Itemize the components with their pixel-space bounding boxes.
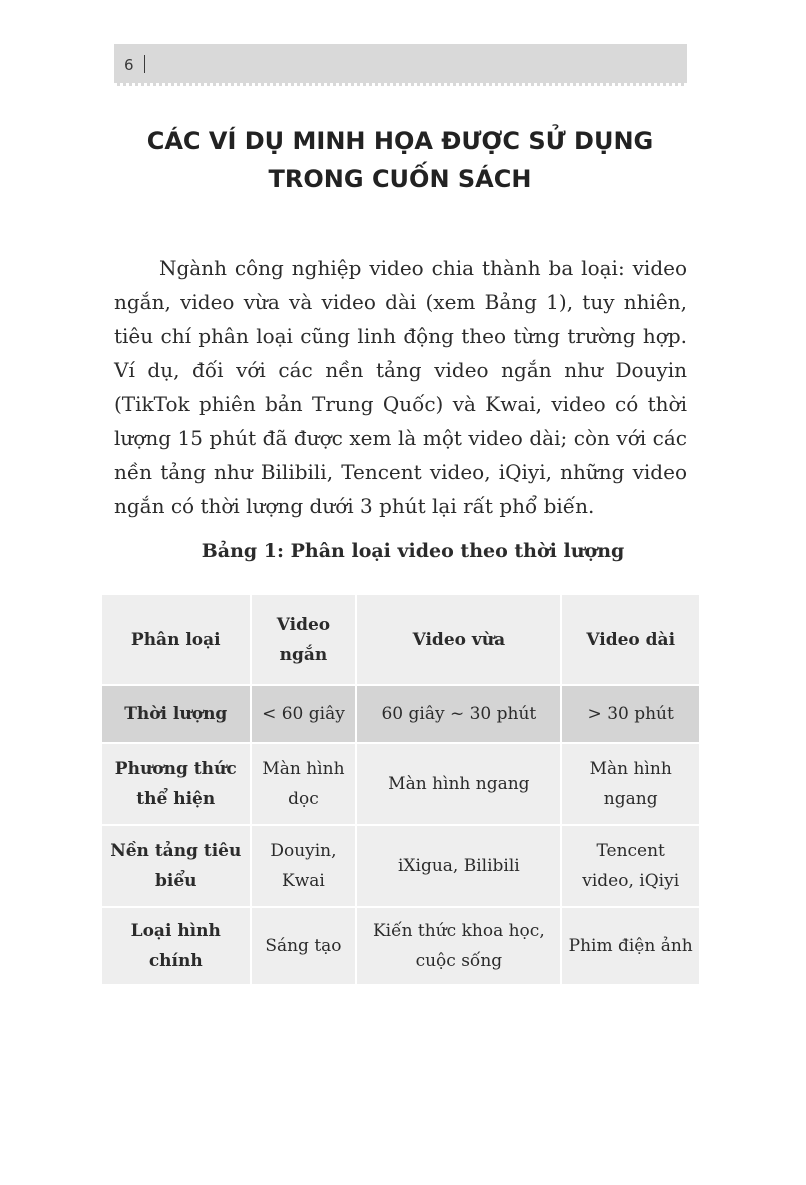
row-label-cell: Loại hình chính	[101, 907, 251, 985]
paragraph-line: Ngành công nghiệp video chia thành ba loại: video	[159, 256, 687, 280]
paragraph-line: ngắn, video vừa và video dài (xem Bảng 1), tuy nhiên,	[114, 290, 687, 314]
table-cell: iXigua, Bilibili	[356, 825, 561, 907]
row-label-cell: Phương thức thể hiện	[101, 743, 251, 825]
table-cell: Phim điện ảnh	[561, 907, 700, 985]
paragraph-line: tiêu chí phân loại cũng linh động theo từng trường hợp.	[114, 324, 687, 348]
row-label-cell: Nền tảng tiêu biểu	[101, 825, 251, 907]
table-cell: 60 giây ~ 30 phút	[356, 685, 561, 743]
section-title-line-1: CÁC VÍ DỤ MINH HỌA ĐƯỢC SỬ DỤNG	[146, 127, 654, 155]
table-row	[101, 685, 700, 743]
paragraph-line: Ví dụ, đối với các nền tảng video ngắn như Douyin	[114, 358, 687, 382]
running-header	[114, 44, 687, 86]
table-cell: Tencent video, iQiyi	[561, 825, 700, 907]
table-cell: Màn hình ngang	[356, 743, 561, 825]
row-label-cell: Thời lượng	[101, 685, 251, 743]
table-cell: Douyin, Kwai	[251, 825, 357, 907]
table-row	[101, 825, 700, 907]
header-cell: Video ngắn	[251, 594, 357, 685]
table-cell: > 30 phút	[561, 685, 700, 743]
table-header-row	[101, 594, 700, 685]
table-cell: < 60 giây	[251, 685, 357, 743]
page-number: 6	[124, 56, 134, 74]
table-cell: Màn hình dọc	[251, 743, 357, 825]
section-title	[100, 122, 700, 198]
table-row	[101, 743, 700, 825]
body-paragraph	[114, 251, 687, 523]
header-cell: Video vừa	[356, 594, 561, 685]
table-cell: Kiến thức khoa học, cuộc sống	[356, 907, 561, 985]
header-cell: Video dài	[561, 594, 700, 685]
table-cell: Sáng tạo	[251, 907, 357, 985]
table-caption: Bảng 1: Phân loại video theo thời lượng	[201, 540, 625, 562]
paragraph-line: (TikTok phiên bản Trung Quốc) và Kwai, video có thời	[114, 392, 687, 416]
classification-table	[100, 593, 701, 986]
header-cell: Phân loại	[101, 594, 251, 685]
table-cell: Màn hình ngang	[561, 743, 700, 825]
section-title-line-2: TRONG CUỐN SÁCH	[268, 165, 532, 193]
paragraph-line: nền tảng như Bilibili, Tencent video, iQiyi, những video	[114, 460, 687, 484]
paragraph-line: ngắn có thời lượng dưới 3 phút lại rất phổ biến.	[114, 494, 595, 518]
table-row	[101, 907, 700, 985]
header-separator	[144, 55, 145, 73]
paragraph-line: lượng 15 phút đã được xem là một video dài; còn với các	[114, 426, 687, 450]
